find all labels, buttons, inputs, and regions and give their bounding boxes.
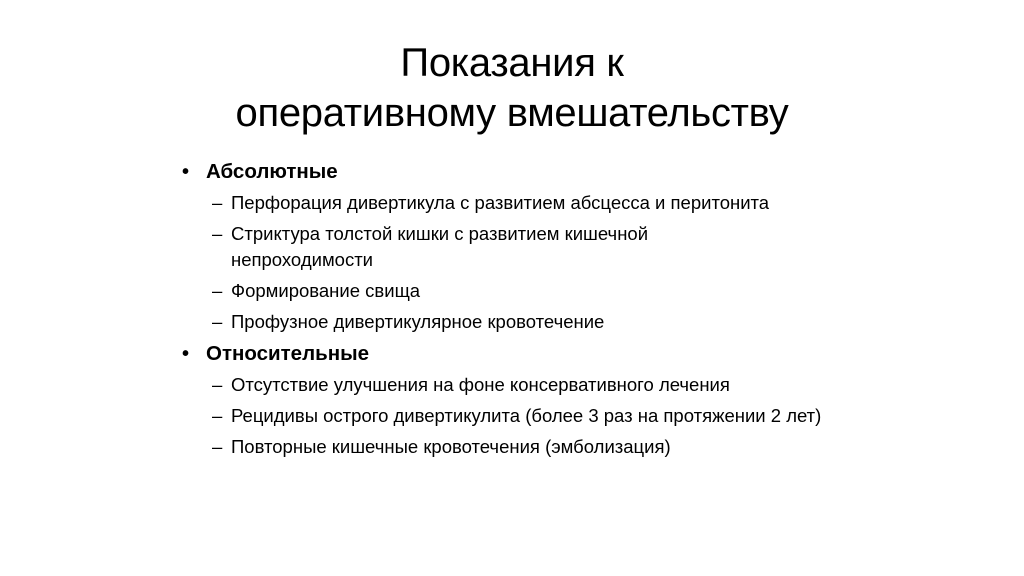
section-heading-label: Относительные bbox=[206, 342, 369, 365]
list-item bbox=[182, 434, 862, 460]
section-relative bbox=[182, 340, 862, 460]
list-item bbox=[182, 309, 862, 335]
list-item-text: Отсутствие улучшения на фоне консервативного лечения bbox=[231, 374, 730, 395]
dash-icon: – bbox=[212, 405, 223, 426]
dash-icon: – bbox=[212, 311, 223, 332]
title-line-2: оперативному вмешательству bbox=[235, 91, 789, 135]
slide-title bbox=[0, 38, 1024, 138]
list-item bbox=[182, 372, 862, 398]
slide-content bbox=[182, 158, 862, 465]
section-heading-label: Абсолютные bbox=[206, 160, 338, 183]
dash-icon: – bbox=[212, 223, 223, 244]
list-item-text: Рецидивы острого дивертикулита (более 3 раз на протяжении 2 лет) bbox=[231, 405, 822, 426]
bullet-icon: • bbox=[182, 343, 190, 365]
list-item-text: Повторные кишечные кровотечения (эмболизация) bbox=[231, 436, 671, 457]
section-heading bbox=[182, 340, 862, 368]
list-item-text: Перфорация дивертикула с развитием абсцесса и перитонита bbox=[231, 192, 770, 213]
section-heading bbox=[182, 158, 862, 186]
item-list bbox=[182, 190, 862, 335]
list-item-text: Профузное дивертикулярное кровотечение bbox=[231, 311, 605, 332]
list-item-text: Стриктура толстой кишки с развитием кишечной непроходимости bbox=[231, 223, 649, 270]
dash-icon: – bbox=[212, 436, 223, 457]
dash-icon: – bbox=[212, 192, 223, 213]
section-absolute bbox=[182, 158, 862, 335]
item-list bbox=[182, 372, 862, 460]
list-item bbox=[182, 403, 862, 429]
list-item bbox=[182, 278, 862, 304]
dash-icon: – bbox=[212, 280, 223, 301]
list-item bbox=[182, 221, 862, 273]
title-line-1: Показания к bbox=[400, 41, 624, 85]
dash-icon: – bbox=[212, 374, 223, 395]
list-item bbox=[182, 190, 862, 216]
bullet-icon: • bbox=[182, 161, 190, 183]
list-item-text: Формирование свища bbox=[231, 280, 421, 301]
